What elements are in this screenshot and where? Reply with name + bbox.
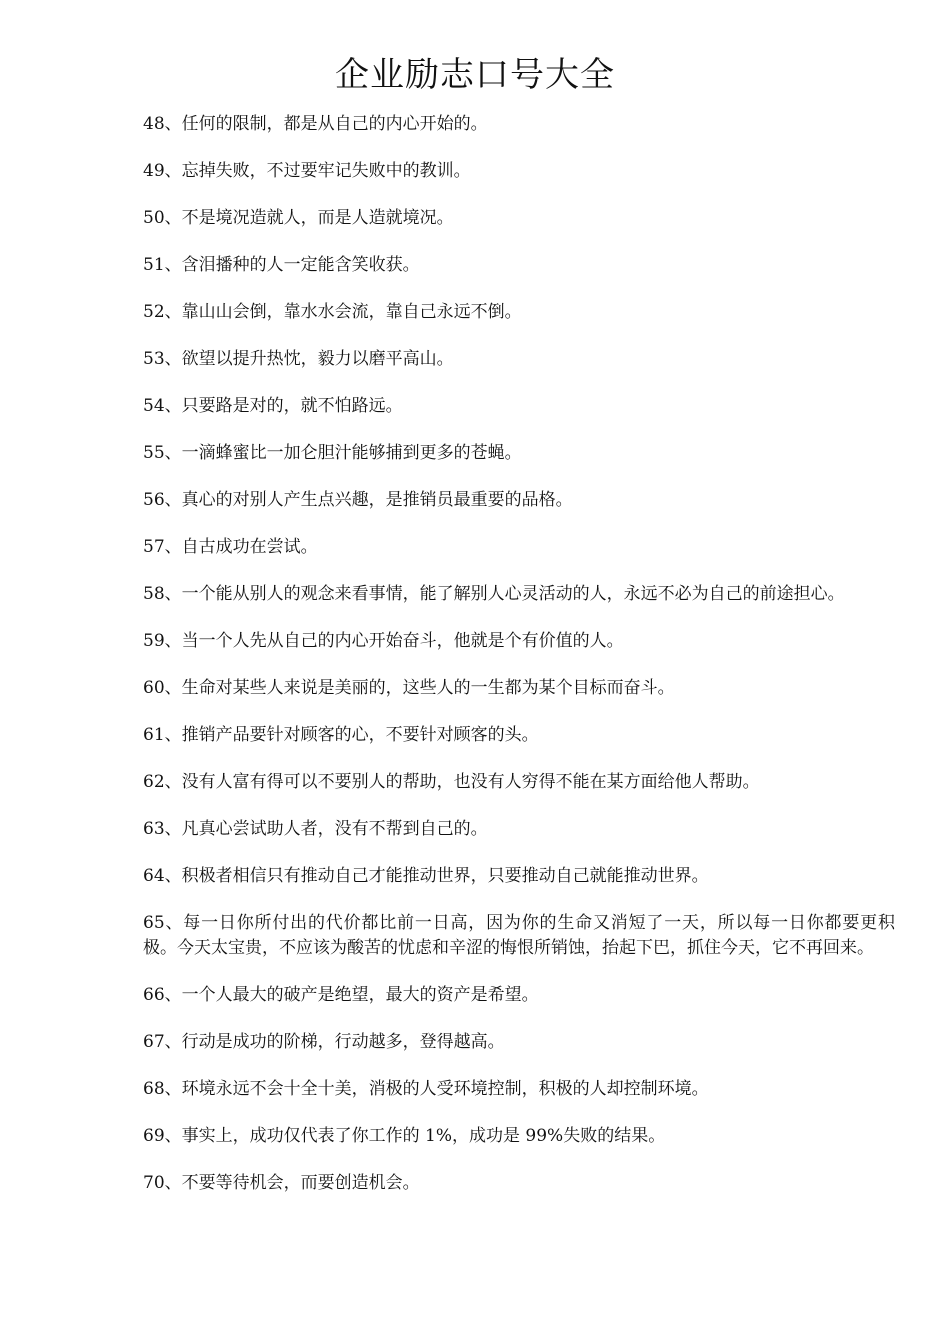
list-item: 62、没有人富有得可以不要别人的帮助，也没有人穷得不能在某方面给他人帮助。	[143, 772, 760, 792]
list-item: 70、不要等待机会，而要创造机会。	[143, 1173, 420, 1193]
list-item: 63、凡真心尝试助人者，没有不帮到自己的。	[143, 819, 488, 839]
document-title: 企业励志口号大全	[335, 55, 615, 95]
slogan-list	[143, 112, 895, 1218]
list-item: 54、只要路是对的，就不怕路远。	[143, 396, 403, 416]
list-item: 55、一滴蜂蜜比一加仑胆汁能够捕到更多的苍蝇。	[143, 443, 522, 463]
list-item: 64、积极者相信只有推动自己才能推动世界，只要推动自己就能推动世界。	[143, 866, 709, 886]
list-item: 67、行动是成功的阶梯，行动越多，登得越高。	[143, 1032, 505, 1052]
list-item: 56、真心的对别人产生点兴趣，是推销员最重要的品格。	[143, 490, 573, 510]
list-item: 49、忘掉失败，不过要牢记失败中的教训。	[143, 161, 471, 181]
list-item: 50、不是境况造就人，而是人造就境况。	[143, 208, 454, 228]
list-item: 66、一个人最大的破产是绝望，最大的资产是希望。	[143, 985, 539, 1005]
list-item: 51、含泪播种的人一定能含笑收获。	[143, 255, 420, 275]
list-item: 65、每一日你所付出的代价都比前一日高，因为你的生命又消短了一天，所以每一日你都要更积极。今天太宝贵，不应该为酸苦的忧虑和辛涩的悔恨所销蚀，抬起下巴，抓住今天，它不再回来。	[143, 913, 895, 958]
list-item: 59、当一个人先从自己的内心开始奋斗，他就是个有价值的人。	[143, 631, 624, 651]
list-item: 58、一个能从别人的观念来看事情，能了解别人心灵活动的人，永远不必为自己的前途担心。	[143, 584, 845, 604]
list-item: 60、生命对某些人来说是美丽的，这些人的一生都为某个目标而奋斗。	[143, 678, 675, 698]
list-item: 69、事实上，成功仅代表了你工作的 1%，成功是 99%失败的结果。	[143, 1126, 666, 1146]
list-item: 61、推销产品要针对顾客的心，不要针对顾客的头。	[143, 725, 539, 745]
list-item: 52、靠山山会倒，靠水水会流，靠自己永远不倒。	[143, 302, 522, 322]
list-item: 53、欲望以提升热忱，毅力以磨平高山。	[143, 349, 454, 369]
list-item: 57、自古成功在尝试。	[143, 537, 318, 557]
list-item: 48、任何的限制，都是从自己的内心开始的。	[143, 114, 488, 134]
list-item: 68、环境永远不会十全十美，消极的人受环境控制，积极的人却控制环境。	[143, 1079, 709, 1099]
